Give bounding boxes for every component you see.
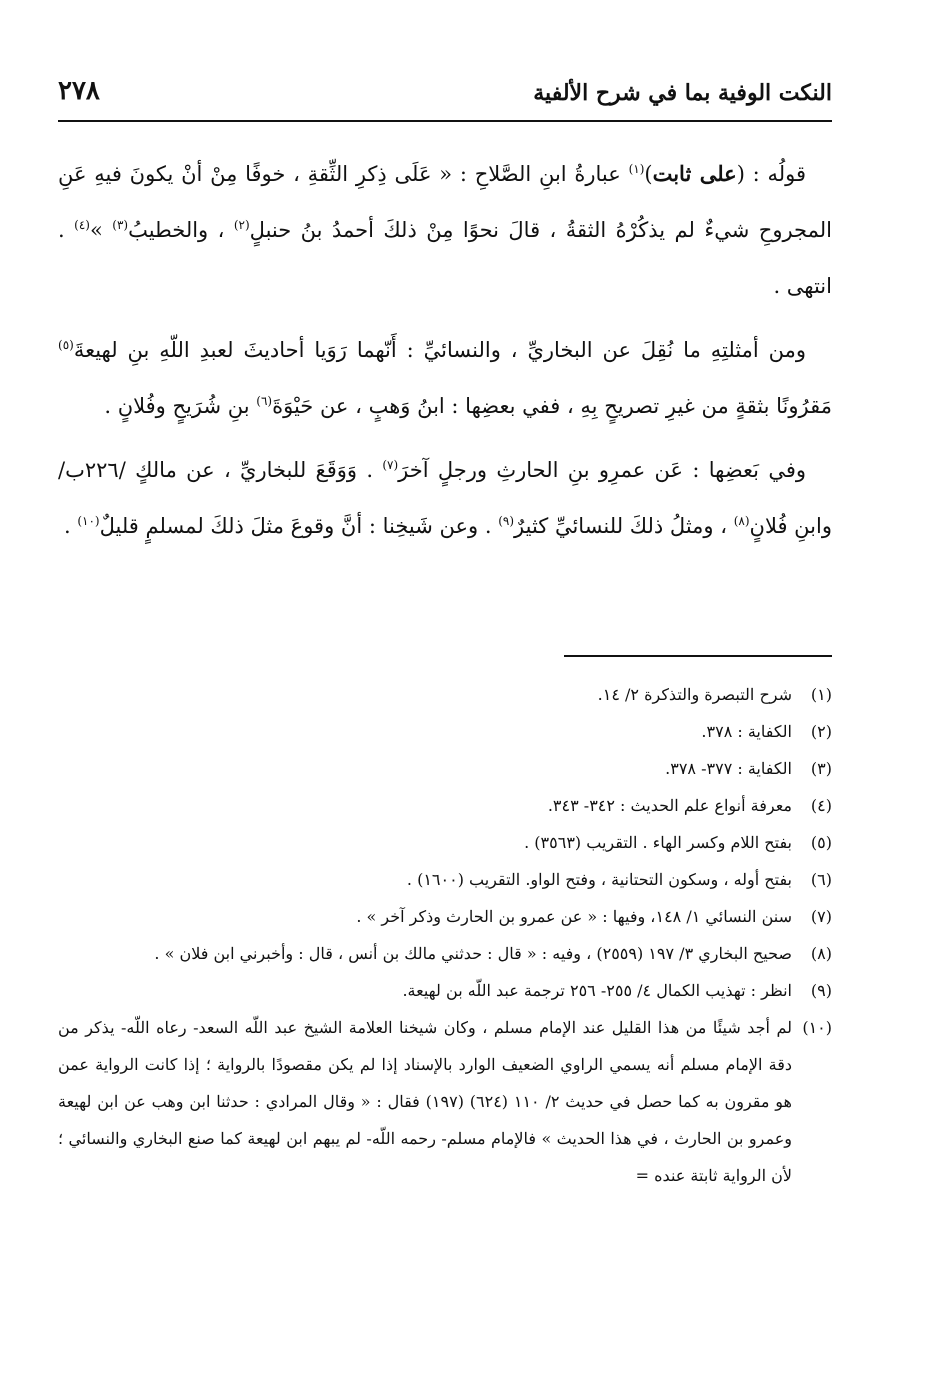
footnote-text: الكفاية : ٣٧٧- ٣٧٨.	[665, 759, 792, 778]
footnote-7	[58, 898, 832, 935]
footnote-number: (١٠)	[802, 1018, 833, 1037]
footnote-9	[58, 972, 832, 1009]
book-page	[58, 0, 832, 1386]
footnote-5	[58, 824, 832, 861]
footnote-text: معرفة أنواع علم الحديث : ٣٤٢- ٣٤٣.	[547, 796, 792, 815]
footnote-number: (١)	[810, 685, 832, 704]
main-text	[58, 146, 832, 562]
footnote-ref[interactable]: (٥)	[58, 338, 74, 352]
footnote-text: لم أجد شيئًا من هذا القليل عند الإمام مسلم ، وكان شيخنا العلامة الشيخ عبد اللّه السعد- رعاه اللّه- يذكر من دقة الإمام مسلم أنه يسمي الراوي الضعيف الوارد بالإسناد إذا لم يكن مقصودًا بالرواية ؛ إذا كانت الرواية عمن هو مقرون به كما حصل في حديث ٢/ ١١٠ (٦٢٤) (١٩٧) فقال : « وقال المرادي : حدثنا ابن وهب عن ابن لهيعة وعمرو بن الحارث ، في هذا الحديث » فالإمام مسلم- رحمه اللّه- لم يبهم ابن لهيعة كما صنع البخاري والنسائي ؛ لأن الرواية ثابتة عنده =	[58, 1018, 793, 1185]
footnote-ref[interactable]: (٤)	[74, 218, 90, 232]
paragraph-1	[58, 146, 832, 314]
text-run: ، والخطيبُ	[128, 218, 234, 242]
footnote-10	[58, 1009, 832, 1194]
footnote-text: شرح التبصرة والتذكرة ٢/ ١٤.	[597, 685, 792, 704]
text-run: وفي بَعضِها : عَن عمرِو بنِ الحارثِ ورجلٍ آخرَ	[398, 458, 807, 482]
footnote-text: بفتح أوله ، وسكون التحتانية ، وفتح الواو. التقريب (١٦٠٠) .	[406, 870, 792, 889]
footnote-number: (٢)	[810, 722, 832, 741]
footnote-ref[interactable]: (١٠)	[77, 514, 100, 528]
footnote-ref[interactable]: (٧)	[382, 458, 399, 472]
footnote-ref[interactable]: (٨)	[733, 514, 750, 528]
footnote-text: صحيح البخاري ٣/ ١٩٧ (٢٥٥٩) ، وفيه : « قال : حدثني مالك بن أنس ، قال : وأخبرني ابن فلان » .	[154, 944, 792, 963]
quoted-phrase: على ثابت	[652, 161, 737, 186]
text-run: . وعن شَيخِنا : أنَّ وقوعَ مثلَ ذلكَ لمسلمٍ قليلٌ	[99, 514, 499, 538]
footnote-number: (٨)	[810, 944, 832, 963]
running-title: النكت الوفية بما في شرح الألفية	[533, 80, 832, 106]
footnote-ref[interactable]: (٦)	[256, 394, 273, 408]
text-run: بنِ شُرَيحٍ وفُلانٍ .	[104, 394, 257, 418]
footnote-divider	[564, 655, 832, 657]
footnote-4	[58, 787, 832, 824]
page-header	[58, 74, 832, 122]
footnote-number: (٩)	[810, 981, 832, 1000]
footnote-8	[58, 935, 832, 972]
footnote-6	[58, 861, 832, 898]
text-run: قولُه : (	[736, 162, 806, 186]
footnote-number: (٧)	[810, 907, 832, 926]
footnote-ref[interactable]: (٩)	[498, 514, 515, 528]
footnote-text: الكفاية : ٣٧٨.	[701, 722, 792, 741]
footnote-number: (٣)	[810, 759, 832, 778]
text-run: مَقرُونًا بثقةٍ من غيرِ تصريحٍ بِهِ ، ففي بعضِها : ابنُ وَهبٍ ، عن حَيْوَةَ	[272, 394, 832, 418]
footnote-number: (٥)	[810, 833, 832, 852]
text-run: ، ومثلُ ذلكَ للنسائيِّ كثيرٌ	[514, 514, 734, 538]
footnote-number: (٦)	[810, 870, 832, 889]
page-number: ٢٧٨	[58, 76, 100, 106]
footnote-3	[58, 750, 832, 787]
footnote-text: بفتح اللام وكسر الهاء . التقريب (٣٥٦٣) .	[524, 833, 792, 852]
text-run: .	[63, 514, 78, 538]
footnote-ref[interactable]: (٢)	[233, 218, 250, 232]
footnote-number: (٤)	[810, 796, 832, 815]
footnote-text: سنن النسائي ١/ ١٤٨، وفيها : « عن عمرو بن الحارث وذكر آخر » .	[356, 907, 792, 926]
footnote-1	[58, 676, 832, 713]
footnote-ref[interactable]: (٣)	[112, 218, 129, 232]
footnote-ref[interactable]: (١)	[628, 162, 645, 176]
paragraph-3	[58, 442, 832, 554]
text-run: . انتهى .	[58, 218, 832, 298]
footnotes-section	[58, 676, 832, 1194]
footnote-text: انظر : تهذيب الكمال ٤/ ٢٥٥- ٢٥٦ ترجمة عبد اللّه بن لهيعة.	[402, 981, 792, 1000]
footnote-2	[58, 713, 832, 750]
text-run: . وَوَقَعَ للبخاريِّ ، عن مالكٍ /٢٢٦ب/ وابنِ فُلانٍ	[58, 458, 832, 538]
text-run: )	[644, 162, 653, 186]
paragraph-2	[58, 322, 832, 434]
text-run: عبارةُ ابنِ الصَّلاحِ : « عَلَى ذِكرِ الثِّقةِ ، خوفًا مِنْ أنْ يكونَ فيهِ عَنِ المجروحِ شيءٌ لم يذكُرْهُ الثقةُ ، قالَ نحوًا مِنْ ذلكَ أحمدُ بنُ حنبلٍ	[58, 162, 832, 242]
text-run: »	[89, 218, 113, 242]
text-run: ومن أمثلتِهِ ما نُقِلَ عن البخاريِّ ، والنسائيِّ : أَنّهما رَوَيا أحاديثَ لعبدِ اللّهِ بنِ لهيعةَ	[73, 338, 806, 362]
